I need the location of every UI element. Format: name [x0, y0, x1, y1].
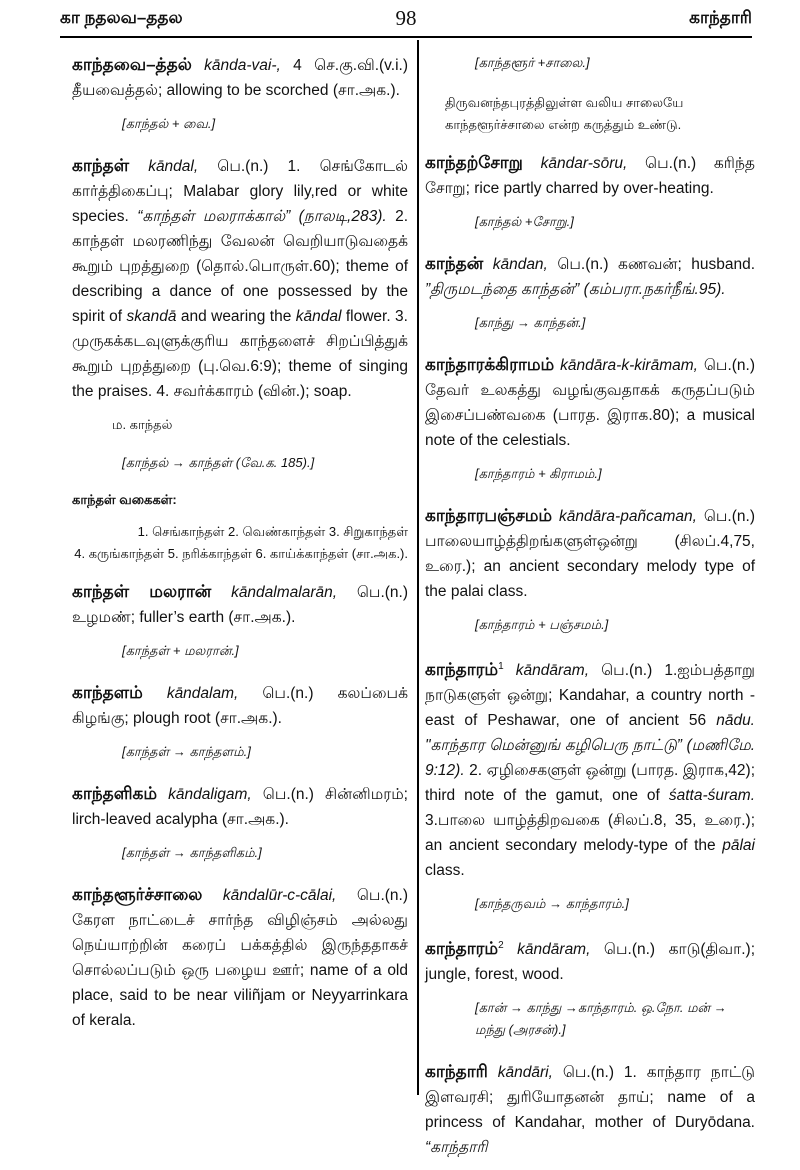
definition: தேவர் உலகத்து வழங்குவதாகக் கருதப்படும் இசைப்பண்வகை (பாரத. இராக.80); a musical note of the celestials. [425, 382, 755, 449]
headword: காந்தளூர்ச்சாலை [72, 885, 203, 904]
types-list [72, 521, 408, 565]
etymology: [காந்தல் → காந்தள் (வே.க. 185).] [122, 455, 315, 470]
headword: காந்தன் [425, 254, 484, 273]
transliteration: kānda-vai-, [204, 57, 281, 74]
entry-kandal-malaran [72, 579, 408, 630]
etymology: [காந்தள் + மலரான்.] [122, 643, 239, 658]
definition: பாலையாழ்த்திறங்களுள்ஒன்று (சிலப்.4,75, உரை.); an ancient secondary melody type of the palai class. [425, 533, 755, 600]
definition: 1.ஐம்பத்தாறு நாடுகளுள் ஒன்று; Kandahar, a country north - east of Peshawar, one of ancient 56 [425, 662, 755, 730]
headword: காந்தாரக்கிராமம் [425, 355, 555, 374]
entry-kandalam [72, 680, 408, 731]
transliteration: kāndāra-pañcaman, [559, 508, 697, 525]
definition: 3.பாலை யாழ்த்திறவகை (சிலப்.8, 35, உரை.); an ancient secondary melody-type of the [425, 812, 755, 855]
transliteration: kāndāram, [515, 662, 589, 680]
citation: “காந்தாரி [425, 1139, 488, 1157]
grammar: பெ.(n.) [238, 685, 314, 702]
transliteration: kāndan, [492, 256, 548, 273]
definition: flower. 3. முருகக்கடவுளுக்குரிய காந்தளைச் சிறப்பித்துக் கூறும் புறத்துறை (பு.வெ.6:9); theme of singing the praises. 4. சவர்க்காரம் (வின்.); soap. [72, 308, 408, 400]
transliteration: kāndalam, [166, 685, 239, 702]
explanatory-note: திருவனந்தபுரத்திலுள்ள வலிய சாலையே காந்தளூர்ச்சாலை என்ற கருத்தும் உண்டு. [445, 95, 684, 132]
entry-kandara-kiramam [425, 352, 755, 453]
grammar: பெ.(n.) [198, 158, 269, 175]
definition: 1. காந்தார நாட்டு இளவரசி; துரியோதனன் தாய்; name of a princess of Kandahar, mother of Duryōdana. [425, 1064, 755, 1132]
entry-kandan [425, 251, 755, 302]
transliteration: kāndāram, [517, 941, 591, 959]
citation: ”திருமடந்தை காந்தன்” (கம்பரா.நகர்நீங்.95). [425, 281, 726, 298]
types-heading: காந்தள் வகைகள்: [72, 492, 177, 507]
headword: காந்தாரம் [425, 660, 499, 680]
headword: காந்தாரபஞ்சமம் [425, 506, 553, 525]
headword: காந்தளம் [72, 683, 143, 702]
etymology: [காந்தளூர் +சாலை.] [475, 55, 590, 70]
etymology: [கான் → காந்து →காந்தாரம். ஒ.நோ. மன் → மந்து (அரசன்).] [475, 1000, 727, 1038]
definition: 2. ஏழிசைகளுள் ஒன்று (பாரத. இராக,42); third note of the gamut, one of [425, 762, 755, 805]
etymology: [காந்தல் + வை.] [122, 116, 216, 131]
grammar: பெ.(n.) [627, 155, 697, 172]
types-line: 4. கருங்காந்தள் 5. நரிக்காந்தள் 6. காய்க்காந்தள் (சா.அக.). [74, 546, 408, 561]
citation: "காந்தார மென்னுங் கழிபெரு நாட்டு” (மணிமே. 9:12). [425, 737, 755, 780]
transliteration: skandā [126, 308, 177, 325]
right-column [425, 52, 755, 1170]
definition: 2. காந்தள் மலரணிந்து வேலன் வெறியாடுவதைக் கூறும் புறத்துறை (தொல்.பொருள்.60); theme of describing a dance of one possessed by the spirit of [72, 208, 408, 325]
entry-kandaram-1 [425, 654, 755, 883]
types-line: 1. செங்காந்தள் 2. வெண்காந்தள் 3. சிறுகாந்தள் [137, 524, 408, 539]
headword: காந்தளிகம் [72, 784, 158, 803]
entry-kandaram-2 [425, 933, 755, 987]
left-column [72, 52, 408, 1043]
definition: உழமண்; fuller’s earth (சா.அக.). [72, 609, 296, 626]
homonym-number: 2 [498, 940, 504, 952]
transliteration: kāndal, [148, 158, 199, 175]
header-right-guide-word: காந்தாரி [689, 8, 752, 27]
header-rule [60, 36, 752, 38]
definition: சின்னிமரம்; lirch-leaved acalypha (சா.அக.). [72, 786, 408, 828]
etymology: [காந்தாரம் + கிராமம்.] [475, 466, 602, 481]
citation: “காந்தள் மலராக்கால்” (நாலடி,283). [128, 208, 387, 225]
definition: கணவன்; husband. [608, 256, 756, 273]
grammar: பெ.(n.) [697, 357, 755, 374]
entry-kandara-pancaman [425, 503, 755, 604]
entry-kandar-soru [425, 150, 755, 201]
headword: காந்தாரி [425, 1062, 488, 1082]
transliteration: kāndal [295, 308, 342, 325]
etymology: [காந்து → காந்தன்.] [475, 315, 586, 330]
grammar: பெ.(n.) [547, 256, 609, 273]
transliteration: kāndar-sōru, [540, 155, 628, 172]
definition: தீயவைத்தல்; allowing to be scorched (சா.அக.). [72, 82, 400, 99]
header-left-guide-word: கா நதலவ–ததல [60, 8, 183, 27]
transliteration: kāndalūr-c-cālai, [222, 887, 337, 904]
grammar: பெ.(n.) [337, 584, 409, 601]
page-number: 98 [395, 6, 417, 30]
grammar: பெ.(n.) [589, 662, 653, 680]
definition: கலப்பைக் கிழங்கு; plough root (சா.அக.). [72, 685, 408, 727]
transliteration: kāndāra-k-kirāmam, [560, 357, 698, 374]
etymology: [காந்தல் +சோறு.] [475, 214, 574, 229]
grammar: பெ.(n.) [336, 887, 408, 904]
headword: காந்தவை–த்தல் [72, 55, 192, 74]
entry-kandal [72, 153, 408, 404]
entry-kandaligam [72, 781, 408, 832]
transliteration: nādu. [716, 712, 755, 730]
transliteration: śatta-śuram. [668, 787, 755, 805]
definition: 1. செங்கோடல் கார்த்திகைப்பு; Malabar glory lily,red or white species. [72, 158, 409, 225]
definition: கரிந்த சோறு; rice partly charred by over-heating. [425, 155, 755, 197]
etymology: [காந்தள் → காந்தளம்.] [122, 744, 251, 759]
grammar: பெ.(n.) [696, 508, 755, 525]
headword: காந்தள் [72, 156, 130, 175]
entry-kandavaittal [72, 52, 408, 103]
etymology: [காந்தள் → காந்தளிகம்.] [122, 845, 262, 860]
headword: காந்தற்சோறு [425, 153, 523, 172]
definition: காடு(திவா.); jungle, forest, wood. [425, 941, 755, 984]
grammar: பெ.(n.) [251, 786, 314, 803]
definition: class. [425, 862, 465, 880]
malayalam-cognate: ம. காந்தல் [112, 417, 173, 432]
headword: காந்தாரம் [425, 939, 499, 959]
page-header [60, 6, 752, 32]
entry-kandalur-salai [72, 882, 408, 1033]
entry-kandari [425, 1059, 755, 1160]
definition: and wearing the [176, 308, 292, 325]
transliteration: pālai [722, 837, 755, 855]
grammar: பெ.(n.) [590, 941, 656, 959]
definition: கேரள நாட்டைச் சார்ந்த விழிஞ்சம் அல்லது நெய்யாற்றின் கரைப் பக்கத்தில் இருந்ததாகச் சொல்லப்படும் ஒரு பழைய ஊர்; name of a old place, said to be near viliñjam or Neyyarrinkara of kerala. [72, 912, 408, 1029]
etymology: [காந்தாரம் + பஞ்சமம்.] [475, 617, 609, 632]
headword: காந்தள் மலரான் [72, 582, 212, 601]
homonym-number: 1 [498, 661, 504, 672]
transliteration: kāndaligam, [168, 786, 252, 803]
etymology: [காந்தருவம் → காந்தாரம்.] [475, 896, 629, 912]
grammar: பெ.(n.) [552, 1064, 614, 1082]
column-divider [417, 40, 419, 1095]
transliteration: kāndāri, [497, 1064, 553, 1082]
transliteration: kāndalmalarān, [231, 584, 338, 601]
grammar: 4 செ.கு.வி.(v.i.) [280, 57, 408, 74]
